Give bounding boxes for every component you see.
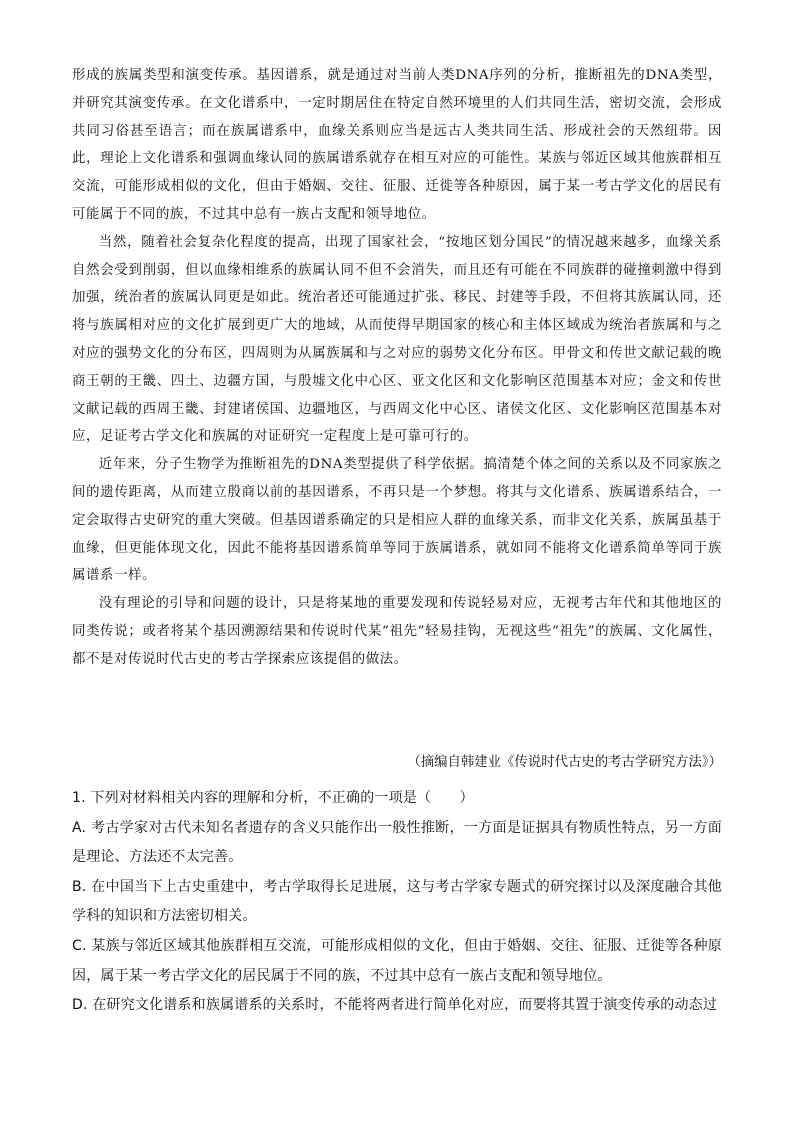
option-b[interactable]: B. 在中国当下上古史重建中，考古学取得长足进展，这与考古学家专题式的研究探讨以及深度融合其他学科的知识和方法密切相关。	[72, 878, 722, 925]
question-1	[72, 784, 722, 1021]
passage-paragraph-3: 近年来，分子生物学为推断祖先的DNA类型提供了科学依据。搞清楚个体之间的关系以及不同家族之间的遗传距离，从而建立殷商以前的基因谱系，不再只是一个梦想。将其与文化谱系、族属谱系结合，一定会取得古史研究的重大突破。但基因谱系确定的只是相应人群的血缘关系，而非文化关系，族属虽基于血缘，但更能体现文化，因此不能将基因谱系简单等同于族属谱系，就如同不能将文化谱系简单等同于族属谱系一样。	[72, 457, 722, 584]
reading-passage	[72, 62, 722, 674]
passage-source-citation: （摘编自韩建业《传说时代古史的考古学研究方法》）	[407, 755, 722, 770]
passage-paragraph-4: 没有理论的引导和问题的设计，只是将某地的重要发现和传说轻易对应，无视考古年代和其他地区的同类传说；或者将某个基因溯源结果和传说时代某“祖先”轻易挂钩，无视这些“祖先”的族属、文化属性，都不是对传说时代古史的考古学探索应该提倡的做法。	[72, 596, 722, 667]
passage-paragraph-1: 形成的族属类型和演变传承。基因谱系，就是通过对当前人类DNA序列的分析，推断祖先的DNA类型，并研究其演变传承。在文化谱系中，一定时期居住在特定自然环境里的人们共同生活，密切交流，会形成共同习俗甚至语言；而在族属谱系中，血缘关系则应当是远古人类共同生活、形成社会的天然纽带。因此，理论上文化谱系和强调血缘认同的族属谱系就存在相互对应的可能性。某族与邻近区域其他族群相互交流，可能形成相似的文化，但由于婚姻、交往、征服、迁徙等各种原因，属于某一考古学文化的居民有可能属于不同的族，不过其中总有一族占支配和领导地位。	[72, 68, 722, 222]
passage-paragraph-2: 当然，随着社会复杂化程度的提高，出现了国家社会，“按地区划分国民”的情况越来越多，血缘关系自然会受到削弱，但以血缘相维系的族属认同不但不会消失，而且还有可能在不同族群的碰撞刺激中得到加强，统治者的族属认同更是如此。统治者还可能通过扩张、移民、封建等手段，不但将其族属认同，还将与族属相对应的文化扩展到更广大的地域，从而使得早期国家的核心和主体区域成为统治者族属和与之对应的强势文化的分布区，四周则为从属族属和与之对应的弱势文化分布区。甲骨文和传世文献记载的晚商王朝的王畿、四土、边疆方国，与殷墟文化中心区、亚文化区和文化影响区范围基本对应；金文和传世文献记载的西周王畿、封建诸侯国、边疆地区，与西周文化中心区、诸侯文化区、文化影响区范围基本对应，足证考古学文化和族属的对证研究一定程度上是可靠可行的。	[72, 234, 722, 445]
option-d[interactable]: D. 在研究文化谱系和族属谱系的关系时，不能将两者进行简单化对应，而要将其置于演变传承的动态过	[72, 997, 718, 1014]
option-c[interactable]: C. 某族与邻近区域其他族群相互交流，可能形成相似的文化，但由于婚姻、交往、征服、迁徙等各种原因，属于某一考古学文化的居民属于不同的族，不过其中总有一族占支配和领导地位。	[72, 937, 722, 984]
option-a[interactable]: A. 考古学家对古代未知名者遗存的含义只能作出一般性推断，一方面是证据具有物质性特点，另一方面是理论、方法还不太完善。	[72, 819, 722, 866]
question-stem: 1. 下列对材料相关内容的理解和分析，不正确的一项是（ ）	[72, 790, 474, 806]
